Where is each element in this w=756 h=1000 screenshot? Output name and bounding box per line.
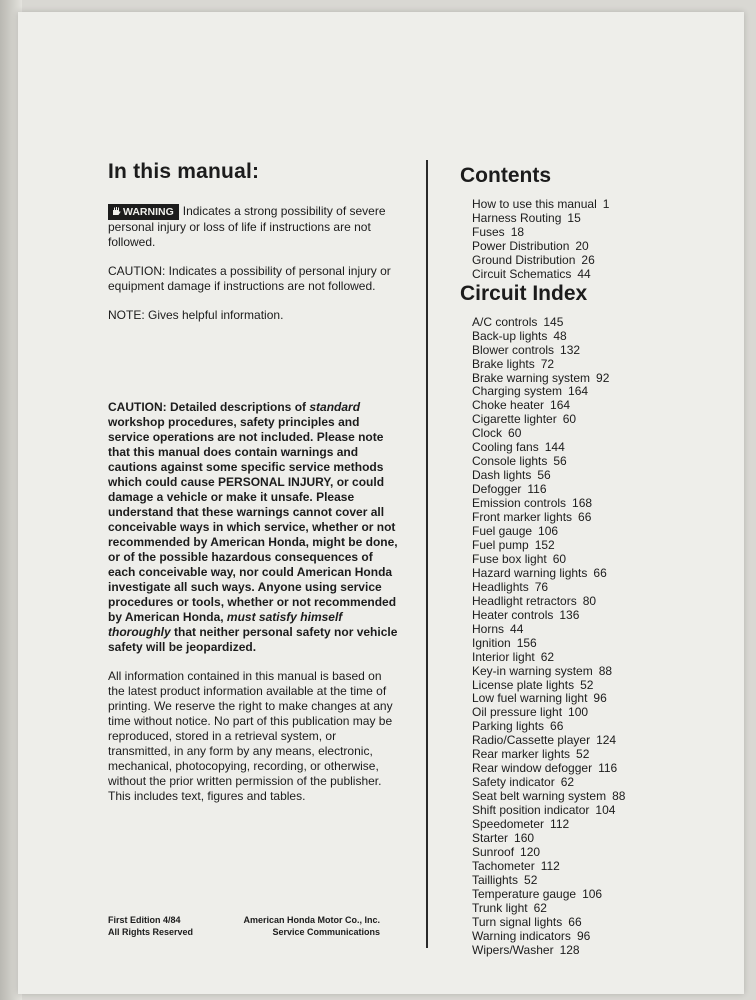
edition-text: First Edition 4/84 (108, 915, 181, 925)
circuit-index-item-label: Back-up lights (472, 328, 548, 343)
circuit-index-item-label: Charging system (472, 384, 563, 399)
circuit-index-item-page: 106 (538, 524, 559, 539)
circuit-index-item-page: 48 (553, 328, 567, 343)
circuit-index-item (472, 930, 720, 944)
circuit-index-item (472, 455, 720, 469)
circuit-index-item (472, 441, 720, 455)
circuit-index-item-label: Radio/Cassette player (472, 733, 591, 748)
contents-item-page: 44 (577, 266, 591, 281)
circuit-index-item (472, 385, 720, 399)
circuit-index-item (472, 720, 720, 734)
circuit-index-item-label: Sunroof (472, 844, 515, 859)
company-text: American Honda Motor Co., Inc. (243, 915, 380, 925)
contents-item-label: Harness Routing (472, 210, 562, 225)
manual-page (18, 12, 744, 994)
circuit-index-item-label: Starter (472, 830, 509, 845)
circuit-index-item (472, 330, 720, 344)
circuit-index-item-page: 168 (572, 496, 593, 511)
footer-right (243, 914, 380, 938)
contents-item (472, 268, 720, 282)
circuit-index-item (472, 539, 720, 553)
circuit-index-item (472, 651, 720, 665)
circuit-index-item-label: Console lights (472, 454, 548, 469)
caution2-part1: CAUTION: Detailed descriptions of (108, 400, 310, 414)
circuit-index-item-page: 60 (562, 412, 577, 427)
circuit-index-item-page: 132 (560, 342, 581, 357)
circuit-index-item-label: Emission controls (472, 496, 567, 511)
circuit-index-item (472, 413, 720, 427)
contents-item-page: 15 (567, 210, 581, 225)
warning-text: Indicates a strong possibility of severe personal injury or loss of life if instructions are not followed. (108, 204, 386, 249)
circuit-index-item-page: 62 (533, 900, 547, 915)
contents-item-page: 18 (510, 224, 525, 239)
footer-left (108, 914, 193, 938)
caution-paragraph: CAUTION: Indicates a possibility of personal injury or equipment damage if instructions are not followed. (108, 264, 391, 293)
circuit-index-item-page: 144 (544, 440, 565, 455)
circuit-index-item (472, 734, 720, 748)
circuit-index-item-label: Trunk light (472, 900, 528, 915)
warning-paragraph (108, 204, 398, 250)
circuit-index-item-page: 116 (527, 482, 547, 497)
circuit-index-item-label: Fuel pump (472, 537, 529, 552)
circuit-index-item-page: 112 (540, 858, 560, 873)
circuit-index-item-page: 66 (550, 719, 564, 734)
circuit-index-item-label: Shift position indicator (472, 803, 590, 818)
circuit-index-item-label: A/C controls (472, 314, 538, 329)
contents-item-label: Fuses (472, 224, 505, 239)
circuit-index-item-page: 66 (578, 510, 592, 525)
circuit-index-item-page: 100 (568, 705, 589, 720)
circuit-index-item-page: 160 (514, 830, 535, 845)
contents-item (472, 212, 720, 226)
circuit-index-item-label: Fuse box light (472, 551, 547, 566)
circuit-index-item-page: 128 (559, 942, 580, 957)
circuit-index-item (472, 511, 720, 525)
circuit-index-item (472, 944, 720, 958)
circuit-index-item (472, 469, 720, 483)
circuit-index-item (472, 762, 720, 776)
circuit-index-item-label: Front marker lights (472, 510, 573, 525)
note-paragraph: NOTE: Gives helpful information. (108, 308, 284, 322)
circuit-index-item-label: Oil pressure light (472, 705, 563, 720)
contents-item-label: Circuit Schematics (472, 266, 572, 281)
circuit-index-item (472, 427, 720, 441)
circuit-index-item (472, 692, 720, 706)
contents-list (460, 198, 720, 282)
circuit-index-item-page: 104 (595, 803, 616, 818)
contents-item (472, 254, 720, 268)
rights-text: All Rights Reserved (108, 927, 194, 937)
circuit-index-item (472, 483, 720, 497)
circuit-index-item (472, 902, 720, 916)
circuit-index-item-label: Heater controls (472, 607, 554, 622)
warning-hand-icon (112, 206, 121, 216)
circuit-index-item (472, 595, 720, 609)
circuit-index-item (472, 748, 720, 762)
circuit-index-item-page: 66 (568, 914, 582, 929)
contents-item-page: 26 (581, 252, 595, 267)
circuit-index-item (472, 706, 720, 720)
circuit-index-item-page: 56 (553, 454, 567, 469)
circuit-index-item (472, 846, 720, 860)
circuit-index-item (472, 804, 720, 818)
circuit-index-item (472, 860, 720, 874)
circuit-index-item-page: 152 (534, 537, 555, 552)
circuit-index-item-label: Fuel gauge (472, 524, 533, 539)
circuit-index-item-label: Headlight retractors (472, 593, 577, 608)
circuit-index-item-label: Warning indicators (472, 928, 571, 943)
circuit-index-item-label: Parking lights (472, 719, 545, 734)
circuit-index-item-label: Taillights (472, 872, 519, 887)
circuit-index-item (472, 790, 720, 804)
circuit-index-item-page: 62 (560, 775, 575, 790)
circuit-index-item-label: Rear marker lights (472, 747, 571, 762)
information-paragraph: All information contained in this manual is based on the latest product information available at the time of printing. We reserve the right to make changes at any time without notice. No part of this publication may be reproduced, stored in a retrieval system, or transmitted, in any form by any means, electronic, mechanical, photocopying, recording, or otherwise, without the prior written permission of the publisher. This includes text, figures and tables. (108, 669, 393, 803)
circuit-index-item-page: 44 (510, 621, 524, 636)
circuit-index-item-label: Dash lights (472, 468, 532, 483)
circuit-index-item (472, 581, 720, 595)
circuit-index-heading: Circuit Index (460, 281, 588, 305)
circuit-index-item-label: Defogger (472, 482, 522, 497)
contents-item-label: How to use this manual (472, 197, 597, 211)
circuit-index-item-page: 66 (593, 565, 607, 580)
circuit-index-item-label: License plate lights (472, 677, 575, 692)
contents-item-label: Power Distribution (472, 238, 570, 253)
circuit-index-item (472, 679, 720, 693)
circuit-index-item (472, 553, 720, 567)
circuit-index-item-page: 120 (520, 844, 541, 859)
circuit-index-item-label: Safety indicator (472, 775, 555, 790)
circuit-index-item-page: 52 (580, 677, 594, 692)
circuit-index-item-label: Tachometer (472, 858, 535, 873)
circuit-index-item-label: Speedometer (472, 817, 545, 832)
circuit-index-item-label: Temperature gauge (472, 886, 577, 901)
circuit-index-list (460, 316, 720, 958)
circuit-index-item-page: 52 (576, 747, 590, 762)
circuit-index-item-label: Blower controls (472, 342, 555, 357)
circuit-index-item (472, 888, 720, 902)
circuit-index-item-page: 56 (537, 468, 551, 483)
caution2-part2: workshop procedures, safety principles and service operations are not included. Please note that this manual does contain warnings and cautions against some specific service methods which could cause PERSONAL INJURY, or could damage a vehicle or make it unsafe. Please understand that these warnings cannot cover all conceivable ways in which service, whether or not recommended by American Honda, might be done, or of the possible hazardous consequences of each conceivable way, nor could American Honda investigate all such ways. Anyone using service procedures or tools, whether or not recommended by American Honda, (108, 415, 398, 624)
warning-badge (108, 204, 179, 220)
circuit-index-item-label: Cigarette lighter (472, 412, 557, 427)
circuit-index-item-label: Seat belt warning system (472, 789, 607, 804)
caution2-emphasis-must: must satisfy himself thoroughly (108, 610, 343, 639)
circuit-index-item-page: 106 (582, 886, 603, 901)
circuit-index-item (472, 399, 720, 413)
caution2-part3: that neither personal safety nor vehicle safety will be jeopardized. (108, 625, 398, 654)
circuit-index-item-page: 136 (559, 607, 580, 622)
circuit-index-item (472, 372, 720, 386)
circuit-index-item-page: 156 (516, 635, 537, 650)
circuit-index-item-label: Interior light (472, 649, 535, 664)
intro-column (108, 160, 398, 804)
circuit-index-item-label: Brake lights (472, 356, 535, 371)
circuit-index-item (472, 916, 720, 930)
circuit-index-item-label: Rear window defogger (472, 761, 593, 776)
circuit-index-item-page: 96 (576, 928, 591, 943)
circuit-index-item-label: Headlights (472, 579, 529, 594)
column-divider (426, 160, 428, 948)
circuit-index-item (472, 358, 720, 372)
intro-heading: In this manual: (108, 160, 260, 183)
circuit-index-item-label: Turn signal lights (472, 914, 563, 929)
circuit-index-item-label: Horns (472, 621, 505, 636)
circuit-index-item-label: Low fuel warning light (472, 691, 588, 706)
circuit-index-item-label: Brake warning system (472, 370, 591, 385)
circuit-index-item (472, 344, 720, 358)
circuit-index-item-label: Key-in warning system (472, 663, 593, 678)
circuit-index-item-label: Choke heater (472, 398, 545, 413)
contents-item-page: 1 (602, 197, 610, 211)
contents-item-page: 20 (575, 238, 589, 253)
contents-item (472, 240, 720, 254)
circuit-index-item-page: 164 (550, 398, 571, 413)
department-text: Service Communications (272, 927, 380, 937)
circuit-index-item (472, 776, 720, 790)
circuit-index-item-page: 92 (596, 370, 610, 385)
circuit-index-item (472, 637, 720, 651)
circuit-index-item (472, 832, 720, 846)
circuit-index-item (472, 623, 720, 637)
circuit-index-item (472, 609, 720, 623)
circuit-index-item-page: 164 (568, 384, 589, 399)
circuit-index-item-label: Ignition (472, 635, 511, 650)
circuit-index-item-page: 124 (596, 733, 617, 748)
contents-item (472, 198, 720, 212)
contents-item (472, 226, 720, 240)
circuit-index-item-page: 145 (543, 314, 564, 329)
circuit-index-item (472, 525, 720, 539)
circuit-index-item-page: 116 (598, 761, 618, 776)
circuit-index-item-label: Cooling fans (472, 440, 539, 455)
circuit-index-item-label: Wipers/Washer (472, 942, 554, 957)
circuit-index-item-page: 88 (598, 663, 613, 678)
circuit-index-item-page: 96 (593, 691, 607, 706)
index-column (460, 164, 720, 958)
circuit-index-item (472, 665, 720, 679)
detailed-caution-paragraph (108, 400, 398, 655)
circuit-index-item-page: 52 (524, 872, 538, 887)
contents-heading: Contents (460, 164, 551, 187)
circuit-index-item (472, 316, 720, 330)
caution2-emphasis-standard: standard (309, 400, 361, 414)
circuit-index-item-page: 72 (540, 356, 555, 371)
circuit-index-item-label: Clock (472, 426, 503, 441)
circuit-index-item (472, 874, 720, 888)
circuit-index-item-page: 88 (612, 789, 626, 804)
circuit-index-item-page: 60 (552, 551, 567, 566)
circuit-index-item (472, 818, 720, 832)
circuit-index-item-label: Hazard warning lights (472, 565, 588, 580)
circuit-index-item-page: 112 (550, 817, 570, 832)
circuit-index-item-page: 80 (582, 593, 597, 608)
circuit-index-item (472, 567, 720, 581)
contents-item-label: Ground Distribution (472, 252, 576, 267)
circuit-index-item-page: 60 (508, 426, 522, 441)
circuit-index-item-page: 76 (534, 579, 549, 594)
circuit-index-item (472, 497, 720, 511)
circuit-index-item-page: 62 (540, 649, 555, 664)
warning-badge-label: WARNING (123, 206, 174, 218)
